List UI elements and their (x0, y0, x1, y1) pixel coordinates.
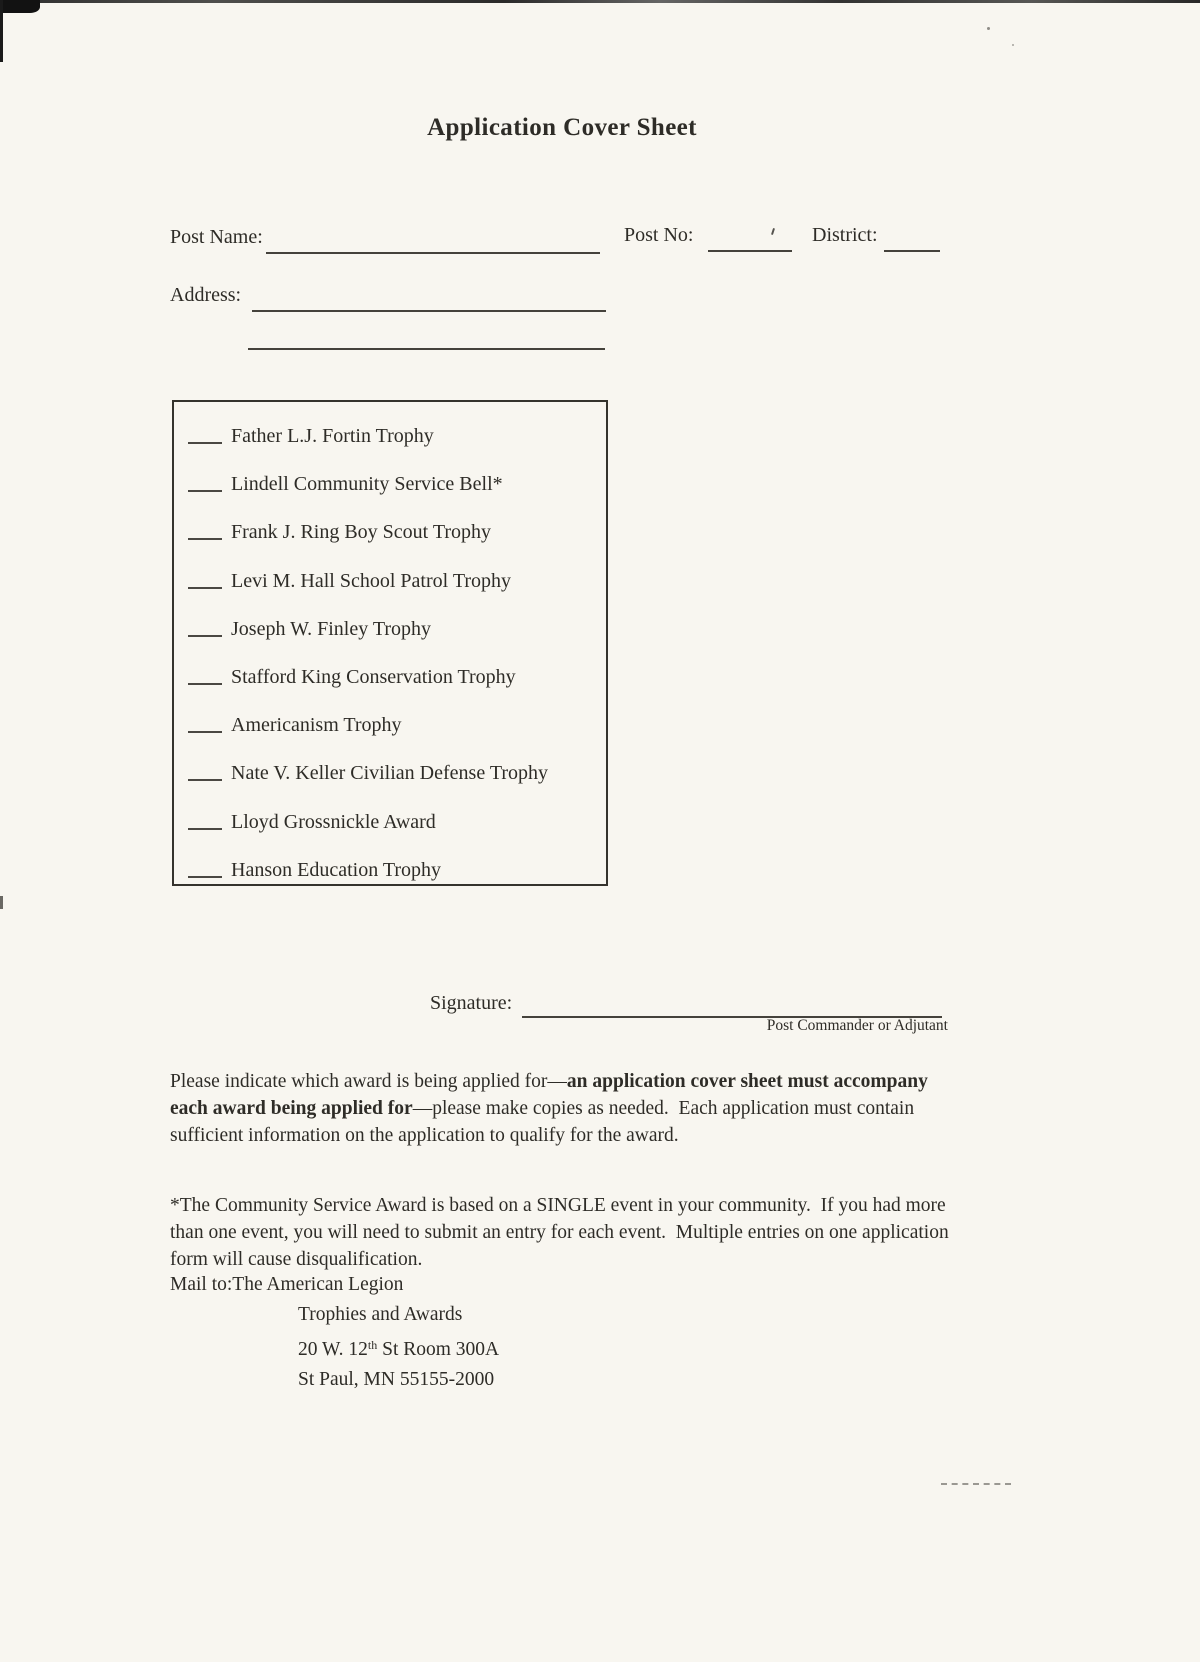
award-label: Nate V. Keller Civilian Defense Trophy (231, 762, 549, 785)
award-label: Stafford King Conservation Trophy (231, 665, 516, 688)
post-name-line (266, 226, 600, 254)
scan-left-tick-artifact (0, 896, 3, 909)
district-label: District: (812, 224, 878, 246)
awards-checklist-box (172, 400, 608, 886)
post-no-label: Post No: (624, 224, 694, 246)
award-row (188, 749, 606, 797)
award-row (188, 798, 606, 846)
checkbox-blank-line (188, 764, 222, 781)
checkbox-blank-line (188, 861, 222, 878)
mailing-address-block (170, 1270, 499, 1395)
award-label: Lindell Community Service Bell* (231, 473, 503, 496)
checkbox-blank-line (188, 523, 222, 540)
award-label: Hanson Education Trophy (231, 858, 441, 881)
scan-speck (987, 27, 990, 30)
award-label: Frank J. Ring Boy Scout Trophy (231, 521, 492, 544)
ordinal-superscript: th (367, 1338, 378, 1352)
award-row (188, 846, 606, 894)
address-line-2 (248, 322, 605, 350)
award-label: Levi M. Hall School Patrol Trophy (231, 569, 512, 592)
paragraph-text: Please indicate which award is being applied for— (170, 1070, 567, 1092)
checkbox-blank-line (188, 427, 222, 444)
checkbox-blank-line (188, 475, 222, 492)
instructions-paragraph-2: *The Community Service Award is based on a SINGLE event in your community. If you had more than one event, you will need to submit an entry for each event. Multiple entries on one application form will cause disqualification. (170, 1194, 954, 1271)
street-number: 20 W. 12 (298, 1339, 368, 1360)
award-label: Americanism Trophy (231, 714, 402, 737)
award-row (188, 701, 606, 749)
mail-address-line: St Paul, MN 55155-2000 (298, 1369, 495, 1390)
signature-line (522, 990, 942, 1018)
award-row (188, 605, 606, 653)
street-name: St Room 300A (377, 1339, 500, 1360)
district-line (884, 224, 940, 252)
scan-top-edge-artifact (0, 0, 1200, 3)
address-label: Address: (170, 284, 242, 306)
checkbox-blank-line (188, 620, 222, 637)
signature-caption: Post Commander or Adjutant (766, 1017, 948, 1034)
mail-to-line: Mail to:The American Legion (170, 1274, 404, 1295)
award-label: Joseph W. Finley Trophy (231, 617, 432, 640)
award-row (188, 653, 606, 701)
signature-label: Signature: (430, 992, 513, 1014)
award-row (188, 460, 606, 508)
post-no-line (708, 224, 792, 252)
paragraph-text: —please make copies as needed. Each application must contain sufficient information on the application to qualify for the award. (170, 1097, 919, 1147)
checkbox-blank-line (188, 668, 222, 685)
award-row (188, 412, 606, 460)
paragraph-bold-text: an application cover sheet must accompany each award being applied for (170, 1070, 933, 1119)
scan-speck (1012, 44, 1014, 46)
checkbox-blank-line (188, 572, 222, 589)
mail-address-line: Trophies and Awards (298, 1304, 463, 1325)
post-name-label: Post Name: (170, 226, 263, 248)
checkbox-blank-line (188, 716, 222, 733)
scan-corner-artifact (0, 0, 40, 13)
award-row (188, 557, 606, 605)
award-row (188, 508, 606, 556)
scan-bottom-dash-artifact (941, 1483, 1011, 1485)
mail-address-line (298, 1330, 499, 1365)
scan-left-edge-artifact (0, 0, 3, 62)
award-label: Lloyd Grossnickle Award (231, 810, 436, 833)
instructions-paragraph-1 (170, 1068, 950, 1150)
checkbox-blank-line (188, 813, 222, 830)
page-title: Application Cover Sheet (427, 114, 697, 141)
award-label: Father L.J. Fortin Trophy (231, 425, 434, 447)
address-line-1 (252, 284, 606, 312)
